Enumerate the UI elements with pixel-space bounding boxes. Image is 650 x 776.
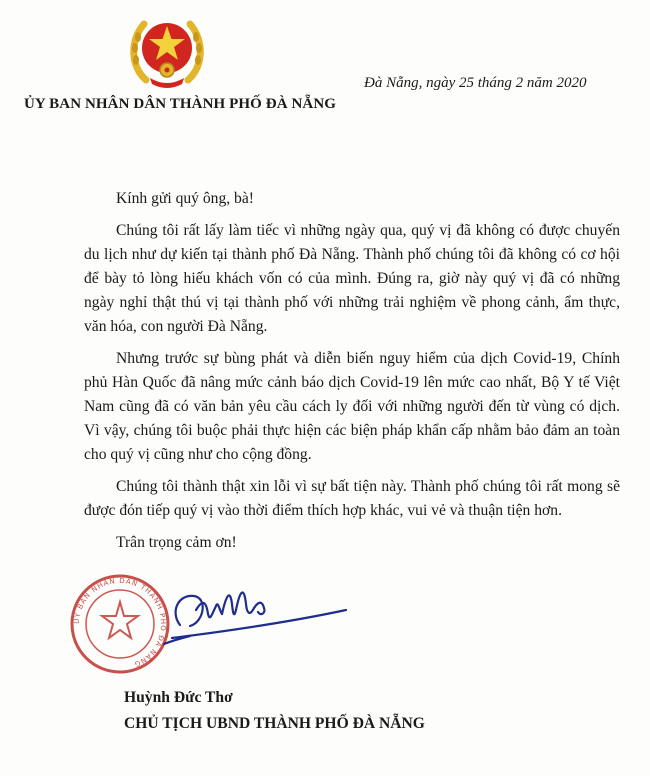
seal-text: ỦY BAN NHÂN DÂN THÀNH PHỐ ĐÀ NẴNG (72, 576, 168, 669)
signer-title: CHỦ TỊCH UBND THÀNH PHỐ ĐÀ NẴNG (124, 715, 425, 732)
handwritten-signature (150, 570, 370, 660)
paragraph-covid-measures: Nhưng trước sự bùng phát và diễn biến nguy hiểm của dịch Covid-19, Chính phủ Hàn Quốc đã nâng mức cảnh báo dịch Covid-19 lên mức cao nhất, Bộ Y tế Việt Nam cũng đã có văn bản yêu cầu cách ly đối với những người đến từ vùng có dịch. Vì vậy, chúng tôi buộc phải thực hiện các biện pháp khẩn cấp nhằm bảo đảm an toàn cho quý vị cũng như cho cộng đồng. (84, 350, 620, 463)
dateline: Đà Nẵng, ngày 25 tháng 2 năm 2020 (364, 75, 587, 91)
greeting: Kính gửi quý ông, bà! (116, 190, 254, 207)
paragraph-apology-trip: Chúng tôi rất lấy làm tiếc vì những ngày qua, quý vị đã không có được chuyến du lịch như dự kiến tại thành phố Đà Nẵng. Thành phố chúng tôi đã không có cơ hội để bày tỏ lòng hiếu khách vốn có của mình. Đúng ra, giờ này quý vị đã có những ngày nghỉ thật thú vị tại thành phố với những trải nghiệm về phong cảnh, ẩm thực, văn hóa, con người Đà Nẵng. (84, 222, 620, 335)
letter-body (84, 187, 620, 555)
signer-name: Huỳnh Đức Thơ (124, 689, 233, 706)
paragraph-welcome-back: Chúng tôi thành thật xin lỗi vì sự bất tiện này. Thành phố chúng tôi rất mong sẽ được đón tiếp quý vị vào thời điểm thích hợp khác, vui vẻ và thuận tiện hơn. (84, 478, 620, 519)
national-emblem-icon (126, 10, 208, 90)
issuing-organization: ỦY BAN NHÂN DÂN THÀNH PHỐ ĐÀ NẴNG (24, 96, 337, 112)
closing: Trân trọng cảm ơn! (116, 534, 237, 551)
